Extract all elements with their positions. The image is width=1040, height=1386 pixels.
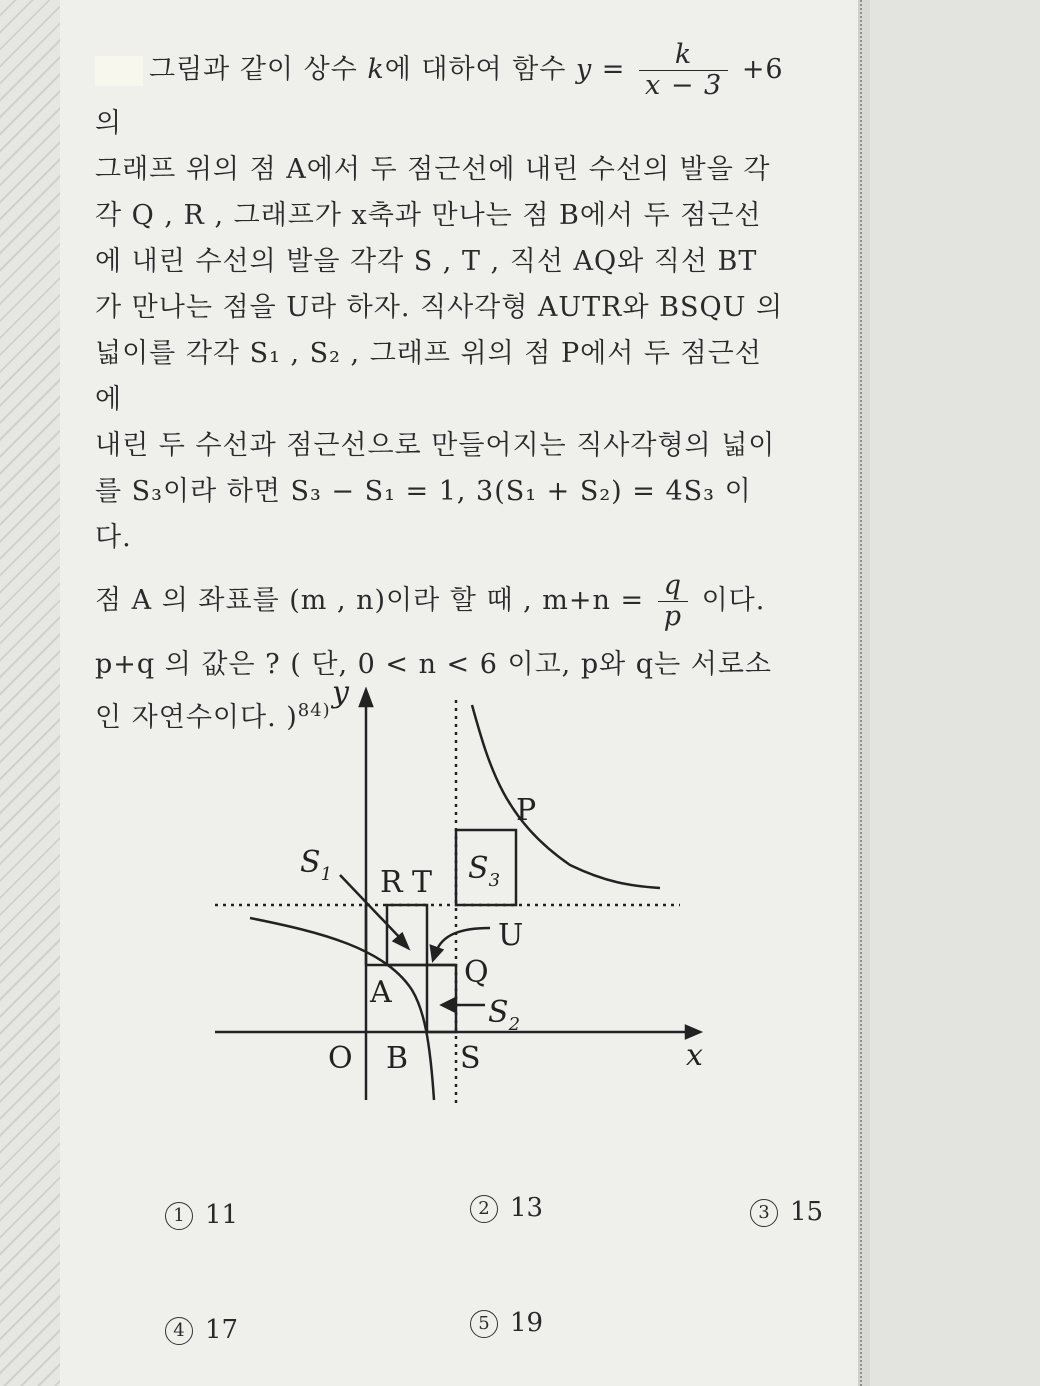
problem-line-6: 넓이를 각각 S₁ , S₂ , 그래프 위의 점 P에서 두 점근선에: [95, 338, 762, 415]
label-A: A: [370, 975, 392, 1010]
footnote-marker: 84): [297, 700, 331, 721]
rectangle-s1: [387, 905, 427, 965]
problem-line-10: p+q 의 값은 ? ( 단, 0 < n < 6 이고, p와 q는 서로소: [95, 649, 772, 680]
problem-line-8: 를 S₃이라 하면 S₃ − S₁ = 1, 3(S₁ + S₂) = 4S₃ 이다.: [95, 476, 752, 553]
choice-2[interactable]: 2 13: [470, 1193, 543, 1223]
label-Q: Q: [464, 955, 489, 990]
label-y: y: [332, 675, 349, 710]
problem-line-5: 가 만나는 점을 U라 하자. 직사각형 AUTR와 BSQU 의: [95, 292, 784, 323]
problem-line-7: 내린 두 수선과 점근선으로 만들어지는 직사각형의 넓이: [95, 430, 776, 461]
page-edge-divider: [860, 0, 870, 1386]
problem-line-3: 각 Q , R , 그래프가 x축과 만나는 점 B에서 두 점근선: [95, 200, 762, 231]
problem-line-2: 그래프 위의 점 A에서 두 점근선에 내린 수선의 발을 각: [95, 154, 771, 185]
answer-fraction: $\frac{q}{p}$: [658, 571, 688, 632]
choice-3[interactable]: 3 15: [750, 1197, 823, 1227]
choice-5[interactable]: 5 19: [470, 1308, 543, 1338]
label-O: O: [328, 1041, 353, 1076]
label-P: P: [516, 793, 537, 828]
background-surface: [870, 0, 1040, 1386]
y-axis-arrow: [360, 690, 372, 706]
page-margin-strip: [0, 0, 60, 1386]
function-fraction: $\frac{k}{x - 3}$: [639, 40, 728, 101]
choice-4[interactable]: 4 17: [165, 1315, 238, 1345]
problem-line-11: 인 자연수이다. )$^{84)}$: [95, 700, 331, 733]
label-U: U: [498, 918, 524, 953]
choice-1[interactable]: 1 11: [165, 1200, 238, 1230]
problem-line-4: 에 내린 수선의 발을 각각 S , T , 직선 AQ와 직선 BT: [95, 246, 758, 277]
arrow-u: [436, 928, 490, 952]
arrow-u-head: [431, 946, 442, 960]
label-S2: $S_2$: [488, 995, 521, 1035]
label-S: S: [460, 1041, 481, 1076]
label-x: x: [686, 1038, 703, 1073]
arrow-s2-head: [442, 999, 454, 1011]
problem-line-1: 그림과 같이 상수 k에 대하여 함수 y = $\frac{k}{x - 3}$ +6의: [95, 39, 784, 139]
rectangle-s2: [427, 965, 456, 1032]
label-S3: $S_3$: [468, 851, 501, 891]
label-B: B: [386, 1041, 409, 1076]
problem-text: [95, 40, 785, 741]
hyperbola-right-branch: [472, 705, 660, 888]
label-S1: $S_1$: [300, 845, 333, 885]
problem-line-9: 점 A 의 좌표를 (m , n)이라 할 때 , m+n = $\frac{q}{p}$ 이다.: [95, 570, 766, 632]
problem-number-mark: [95, 56, 143, 86]
label-T: T: [412, 865, 433, 900]
arrow-s1-head: [394, 934, 408, 948]
label-R: R: [380, 865, 403, 900]
